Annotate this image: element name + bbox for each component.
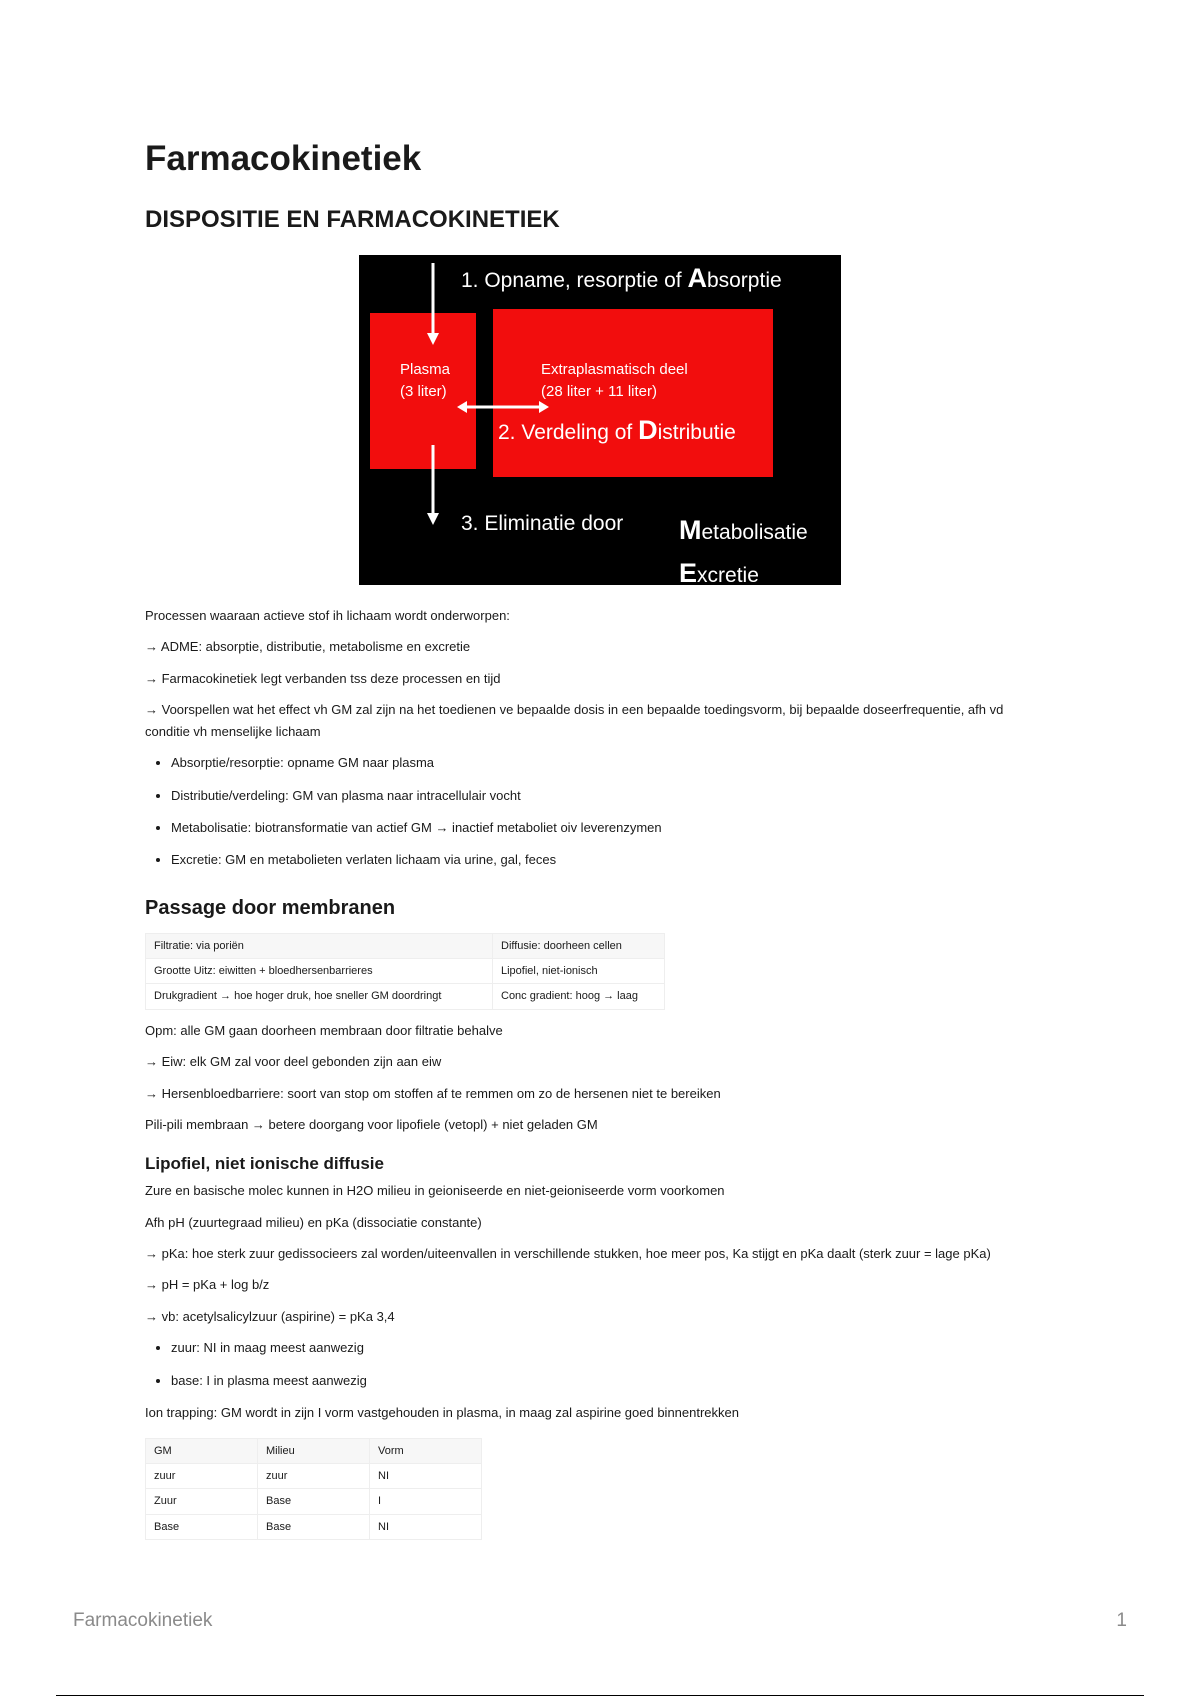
page-footer (73, 1610, 1127, 1632)
intro-line: → Farmacokinetiek legt verbanden tss deze processen en tijd (145, 670, 501, 686)
paragraph: Afh pH (zuurtegraad milieu) en pKa (dissociatie constante) (145, 1214, 482, 1230)
document-page (145, 140, 1045, 1550)
note-line: Pili-pili membraan → betere doorgang voor lipofiele (vetopl) + niet geladen GM (145, 1117, 598, 1133)
list-item: • Excretie: GM en metabolieten verlaten lichaam via urine, gal, feces (171, 849, 1045, 870)
table-cell: Zuur (146, 1489, 258, 1514)
list-item: • base: I in plasma meest aanwezig (171, 1370, 1045, 1391)
distribution-arrow-head-right (539, 401, 549, 413)
table-cell: I (370, 1489, 482, 1514)
table-row (146, 1438, 482, 1463)
ion-trapping-text: Ion trapping: GM wordt in zijn I vorm vastgehouden in plasma, in maag zal aspirine goed binnentrekken (145, 1405, 739, 1421)
table-row (146, 984, 665, 1009)
passage-table (145, 933, 665, 1010)
step1-label: 1. Opname, resorptie of Absorptie (461, 262, 782, 293)
table-cell: NI (370, 1514, 482, 1539)
table-row (146, 1514, 482, 1539)
section-heading: DISPOSITIE EN FARMACOKINETIEK (145, 205, 560, 233)
adme-list (145, 752, 1045, 871)
table-cell: Grootte Uitz: eiwitten + bloedhersenbarrieres (146, 959, 493, 984)
list-item: • zuur: NI in maag meest aanwezig (171, 1337, 1045, 1358)
table-cell: Drukgradient → hoe hoger druk, hoe sneller GM doordringt (146, 984, 493, 1009)
table-cell: Base (146, 1514, 258, 1539)
lipofiel-heading: Lipofiel, niet ionische diffusie (145, 1154, 384, 1174)
table-cell: Base (258, 1489, 370, 1514)
list-item: • Absorptie/resorptie: opname GM naar plasma (171, 752, 1045, 773)
table-row (146, 959, 665, 984)
table-row (146, 1489, 482, 1514)
page-title: Farmacokinetiek (145, 139, 422, 178)
table-row (146, 933, 665, 958)
ion-trapping-table (145, 1438, 482, 1540)
table-cell: GM (146, 1438, 258, 1463)
page-number: 1 (1116, 1610, 1127, 1631)
table-cell: Milieu (258, 1438, 370, 1463)
elimination-routes: Metabolisatie Excretie (679, 514, 808, 589)
adme-diagram (359, 255, 841, 589)
paragraph: Zure en basische molec kunnen in H2O milieu in geioniseerde en niet-geioniseerde vorm voorkomen (145, 1183, 725, 1199)
elimination-arrow-head (427, 513, 439, 525)
table-cell: Base (258, 1514, 370, 1539)
table-cell: NI (370, 1463, 482, 1488)
intro-line: Processen waaraan actieve stof ih lichaam wordt onderworpen: (145, 607, 510, 623)
step2-label: 2. Verdeling of Distributie (498, 414, 736, 445)
list-item: • Metabolisatie: biotransformatie van actief GM → inactief metaboliet oiv leverenzymen (171, 817, 1045, 838)
paragraph: → pKa: hoe sterk zuur gedissocieers zal worden/uiteenvallen in verschillende stukken, hoe meer pos, Ka stijgt en pKa daalt (sterk zuur = lage pKa) (145, 1246, 991, 1262)
intro-line: → ADME: absorptie, distributie, metabolisme en excretie (145, 639, 471, 655)
bottom-rule (56, 1695, 1144, 1696)
footer-title: Farmacokinetiek (73, 1610, 213, 1631)
table-cell: Vorm (370, 1438, 482, 1463)
table-cell: Diffusie: doorheen cellen (493, 933, 665, 958)
paragraph: → vb: acetylsalicylzuur (aspirine) = pKa 3,4 (145, 1308, 395, 1324)
acid-base-list (145, 1337, 1045, 1391)
note-line: Opm: alle GM gaan doorheen membraan door filtratie behalve (145, 1022, 503, 1038)
diagram-arrows (359, 255, 841, 585)
table-cell: Conc gradient: hoog → laag (493, 984, 665, 1009)
note-line: → Eiw: elk GM zal voor deel gebonden zijn aan eiw (145, 1054, 442, 1070)
extraplasmatic-label: Extraplasmatisch deel (28 liter + 11 liter) (541, 360, 688, 400)
plasma-label: Plasma (3 liter) (400, 360, 451, 400)
note-line: → Hersenbloedbarriere: soort van stop om stoffen af te remmen om zo de hersenen niet te bereiken (145, 1085, 721, 1101)
table-cell: Lipofiel, niet-ionisch (493, 959, 665, 984)
list-item: • Distributie/verdeling: GM van plasma naar intracellulair vocht (171, 785, 1045, 806)
intro-line: → Voorspellen wat het effect vh GM zal zijn na het toedienen ve bepaalde dosis in een bepaalde toedingsvorm, bij bepaalde doseerfrequentie, afh vd conditie vh menselijke lichaam (145, 702, 1004, 739)
distribution-arrow-head-left (457, 401, 467, 413)
table-cell: Filtratie: via poriën (146, 933, 493, 958)
step3-label: 3. Eliminatie door (461, 511, 624, 535)
table-row (146, 1463, 482, 1488)
absorption-arrow-head (427, 333, 439, 345)
table-cell: zuur (146, 1463, 258, 1488)
table-cell: zuur (258, 1463, 370, 1488)
paragraph: → pH = pKa + log b/z (145, 1277, 270, 1293)
passage-heading: Passage door membranen (145, 896, 396, 919)
